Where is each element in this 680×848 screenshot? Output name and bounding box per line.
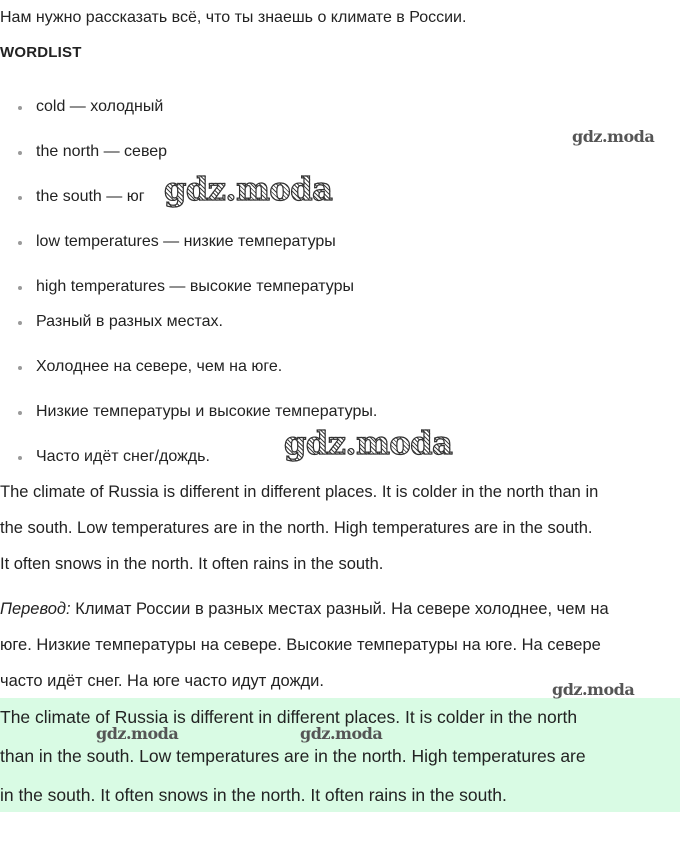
translation-label: Перевод: — [0, 600, 71, 618]
translation-line: юге. Низкие температуры на севере. Высокие температуры на юге. На севере — [0, 636, 601, 654]
bullet-icon — [18, 151, 22, 155]
wordlist-item-text: low temperatures — низкие температуры — [36, 233, 336, 250]
wordlist-heading: WORDLIST — [0, 44, 82, 61]
bullet-icon — [18, 366, 22, 370]
wordlist-item-text: cold — холодный — [36, 98, 164, 115]
wordlist-item-text: Холоднее на севере, чем на юге. — [36, 358, 283, 375]
draft-line: It often snows in the north. It often rains in the south. — [0, 555, 384, 573]
answer-box — [0, 698, 680, 812]
wordlist-item-text: high temperatures — высокие температуры — [36, 278, 354, 295]
watermark: gdz.moda — [96, 724, 179, 743]
wordlist-item-text: Низкие температуры и высокие температуры. — [36, 403, 378, 420]
translation-line — [0, 591, 680, 627]
bullet-icon — [18, 321, 22, 325]
watermark: gdz.moda — [164, 170, 333, 208]
answer-line: than in the south. Low temperatures are in the north. High temperatures are — [0, 746, 586, 766]
wordlist-item-text: the north — север — [36, 143, 168, 160]
bullet-icon — [18, 196, 22, 200]
bullet-icon — [18, 456, 22, 460]
answer-paragraph — [0, 698, 680, 815]
wordlist-item-text: the south — юг — [36, 188, 145, 205]
wordlist-item-text: Разный в разных местах. — [36, 313, 223, 330]
bullet-icon — [18, 411, 22, 415]
task-text: Нам нужно рассказать всё, что ты знаешь о климате в России. — [0, 9, 467, 26]
watermark: gdz.moda — [552, 680, 635, 699]
translation-line: часто идёт снег. На юге часто идут дожди. — [0, 672, 324, 690]
watermark: gdz.moda — [284, 424, 453, 462]
draft-paragraph — [0, 474, 680, 582]
answer-line: in the south. It often snows in the north. It often rains in the south. — [0, 785, 507, 805]
watermark: gdz.moda — [572, 127, 655, 146]
watermark: gdz.moda — [300, 724, 383, 743]
draft-line: the south. Low temperatures are in the north. High temperatures are in the south. — [0, 519, 593, 537]
bullet-icon — [18, 241, 22, 245]
answer-line: The climate of Russia is different in different places. It is colder in the north — [0, 707, 578, 727]
bullet-icon — [18, 106, 22, 110]
wordlist-item-text: Часто идёт снег/дождь. — [36, 448, 210, 465]
translation-text: Климат России в разных местах разный. На севере холоднее, чем на — [70, 600, 609, 618]
bullet-icon — [18, 286, 22, 290]
draft-line: The climate of Russia is different in different places. It is colder in the north than in — [0, 483, 599, 501]
